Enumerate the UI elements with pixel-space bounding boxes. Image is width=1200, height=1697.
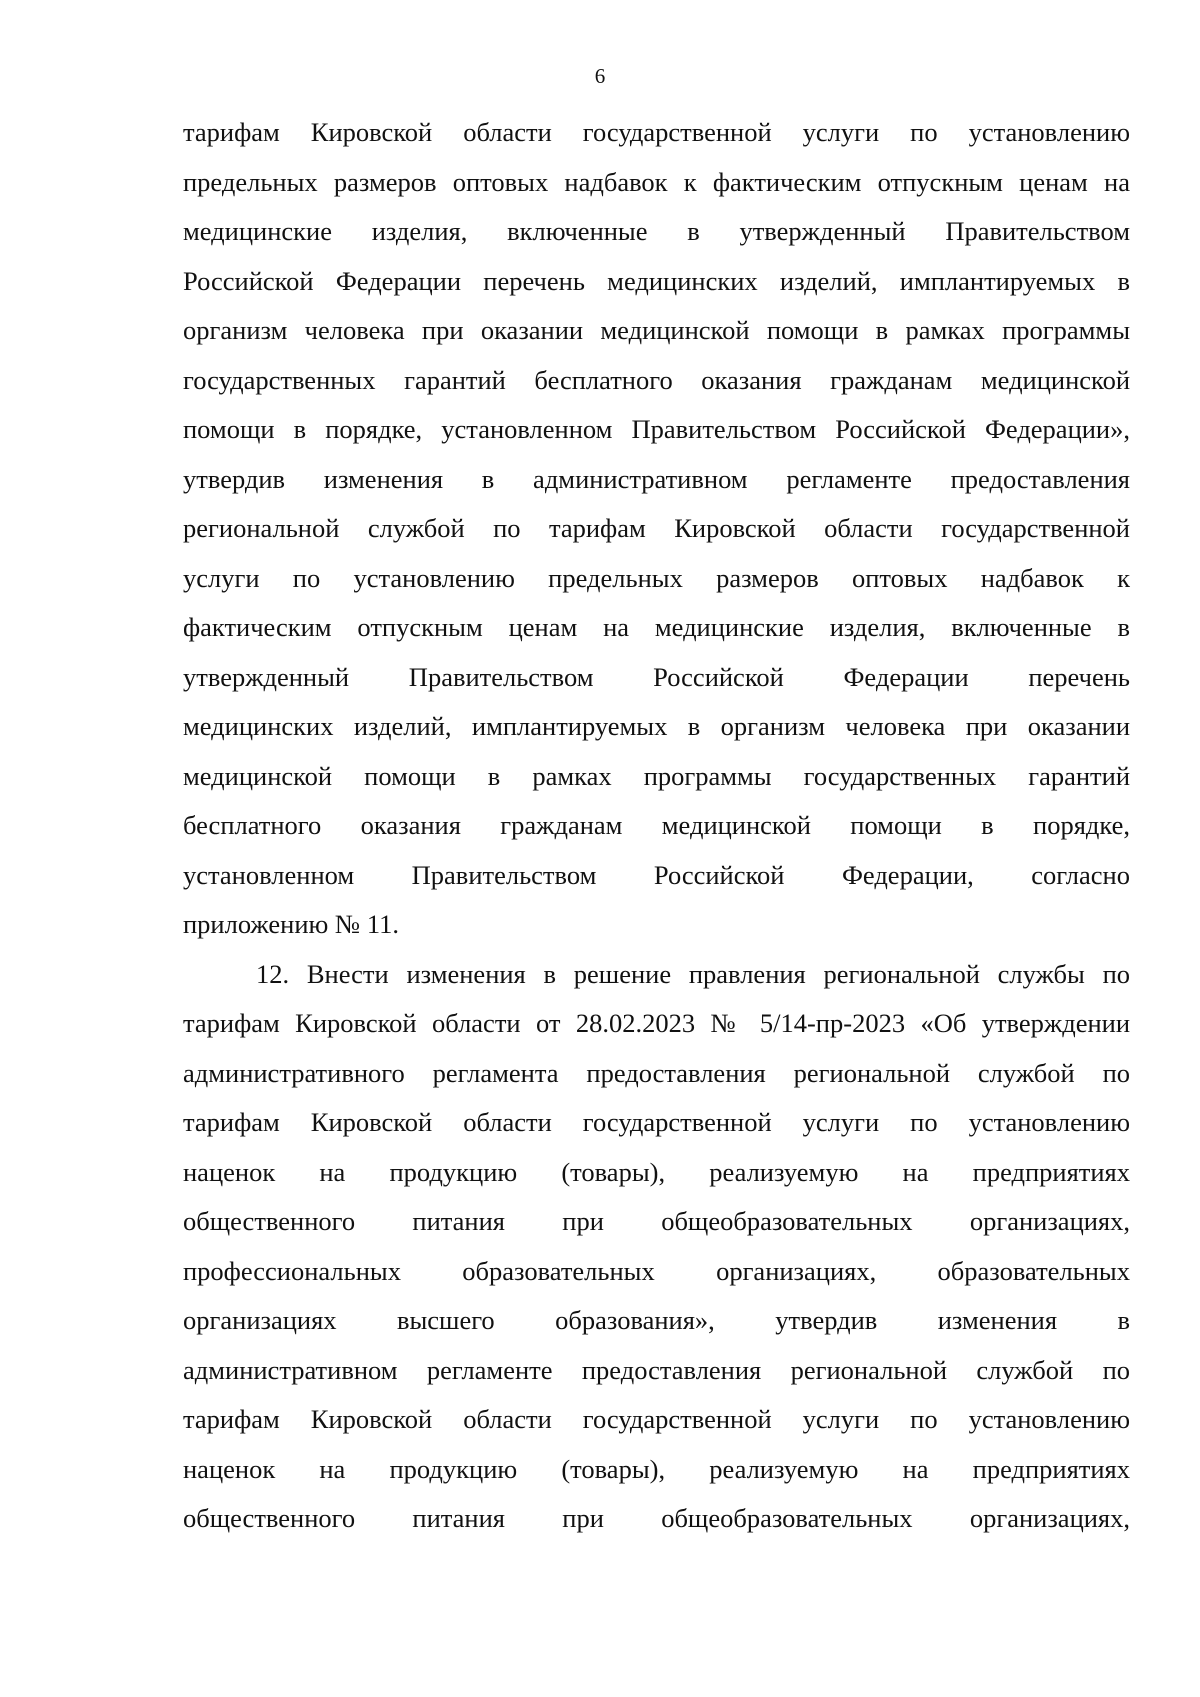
paragraph-start-line: 12. Внести изменения в решение правления региональной службы по (256, 958, 1130, 989)
text-line: общественного питания при общеобразовательных организациях, (183, 1206, 1130, 1236)
text-line: организациях высшего образования», утвердив изменения в (183, 1305, 1130, 1335)
text-line: медицинских изделий, имплантируемых в организм человека при оказании (183, 711, 1130, 741)
text-line: бесплатного оказания гражданам медицинской помощи в порядке, (183, 810, 1130, 840)
text-line: Российской Федерации перечень медицинских изделий, имплантируемых в (183, 265, 1130, 296)
text-line: предельных размеров оптовых надбавок к фактическим отпускным ценам на (183, 166, 1130, 197)
text-line: административного регламента предоставления региональной службой по (183, 1057, 1130, 1088)
text-line: административном регламенте предоставления региональной службой по (183, 1354, 1130, 1385)
text-line: региональной службой по тарифам Кировской области государственной (183, 513, 1130, 543)
text-line: наценок на продукцию (товары), реализуемую на предприятиях (183, 1453, 1130, 1484)
text-line: организм человека при оказании медицинской помощи в рамках программы (183, 315, 1130, 345)
text-line: медицинские изделия, включенные в утвержденный Правительством (183, 216, 1130, 246)
text-line: тарифам Кировской области от 28.02.2023 № 5/14-пр-2023 «Об утверждении (183, 1008, 1130, 1038)
text-line: тарифам Кировской области государственной услуги по установлению (183, 1107, 1130, 1137)
text-line: медицинской помощи в рамках программы государственных гарантий (183, 760, 1130, 791)
text-line: наценок на продукцию (товары), реализуемую на предприятиях (183, 1156, 1130, 1187)
text-line: установленном Правительством Российской Федерации, согласно (183, 859, 1130, 890)
text-line: государственных гарантий бесплатного оказания гражданам медицинской (183, 364, 1130, 395)
text-line: помощи в порядке, установленном Правительством Российской Федерации», (183, 414, 1130, 444)
page-number: 6 (594, 64, 606, 88)
paragraph-end-line: приложению № 11. (183, 909, 399, 939)
text-line: фактическим отпускным ценам на медицинские изделия, включенные в (183, 612, 1130, 642)
document-body (183, 108, 1130, 1544)
text-line: тарифам Кировской области государственной услуги по установлению (183, 1404, 1130, 1434)
text-line: тарифам Кировской области государственной услуги по установлению (183, 117, 1130, 147)
text-line: профессиональных образовательных организациях, образовательных (183, 1255, 1130, 1286)
text-line: услуги по установлению предельных размеров оптовых надбавок к (183, 562, 1130, 593)
text-line: общественного питания при общеобразовательных организациях, (183, 1503, 1130, 1533)
text-line: утвержденный Правительством Российской Федерации перечень (183, 661, 1130, 692)
text-line: утвердив изменения в административном регламенте предоставления (183, 463, 1130, 494)
